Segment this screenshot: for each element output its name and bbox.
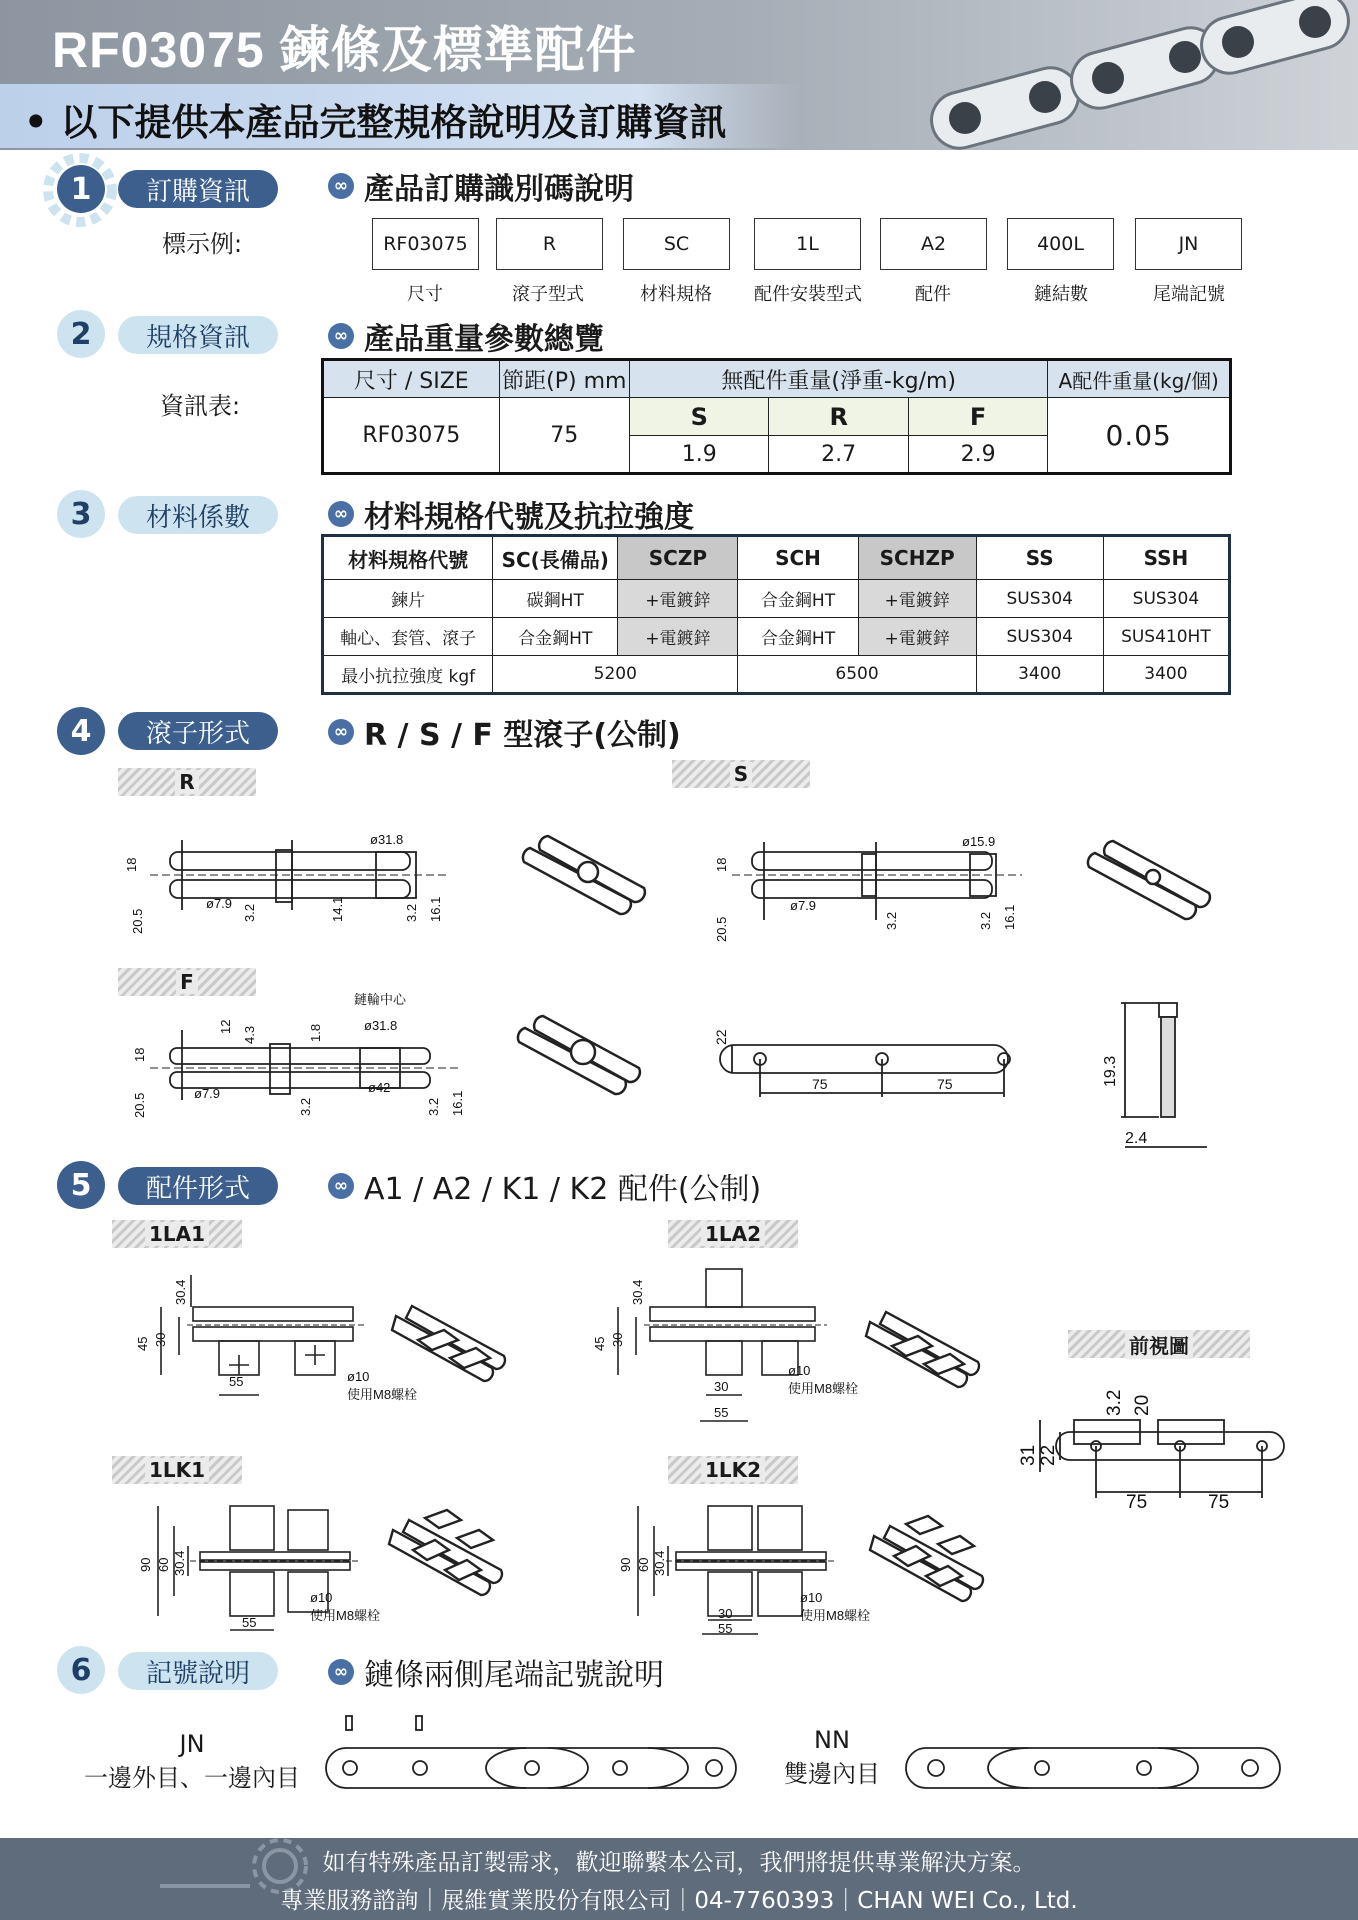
attachment-1la2-drawing	[582, 1255, 859, 1430]
attachment-1la1-isometric	[388, 1300, 513, 1395]
section-title-6	[328, 1650, 664, 1694]
material-header: SSH	[1103, 536, 1229, 580]
material-cell: SUS304	[976, 580, 1103, 618]
order-example-label: 標示例:	[162, 230, 243, 258]
dim-label: 鏈輪中心	[354, 992, 407, 1007]
code-box-end: JN	[1135, 218, 1242, 270]
dim-label: 3.2	[242, 903, 257, 922]
roller-f-isometric	[515, 1010, 650, 1100]
dim-label: ø7.9	[790, 898, 817, 913]
link-icon: ∞	[328, 719, 354, 745]
dim-label: 3.2	[404, 903, 419, 922]
dim-label: 31	[1018, 1444, 1039, 1466]
attachment-1lk1-drawing	[130, 1496, 390, 1636]
weight-attach: 0.05	[1048, 398, 1231, 474]
dim-label: 18	[714, 857, 729, 872]
dim-label: ø10	[347, 1369, 370, 1384]
attach-tag-1la2-text: 1LA2	[701, 1222, 765, 1246]
weight-sub-r: R	[769, 398, 908, 436]
dim-label: 55	[718, 1621, 733, 1636]
section-title-text: 材料規格代號及抗拉強度	[364, 500, 694, 535]
dim-label: 12	[218, 1019, 233, 1034]
front-view-tag	[1068, 1330, 1250, 1358]
material-header: SC(長備品)	[493, 536, 618, 580]
front-view-drawing	[1018, 1380, 1288, 1520]
dim-label: 3.2	[298, 1097, 313, 1116]
section-title-3	[328, 492, 694, 536]
link-icon: ∞	[328, 323, 354, 349]
material-cell: 軸心、套管、滾子	[323, 618, 493, 656]
page-title: RF03075 鍊條及標準配件	[52, 22, 637, 78]
mark-jn-code: JN	[179, 1730, 205, 1758]
attach-tag-1lk1-text: 1LK1	[145, 1458, 209, 1482]
attachment-1lk1-isometric	[385, 1506, 510, 1611]
material-header: 材料規格代號	[323, 536, 493, 580]
dim-label: 使用M8螺栓	[788, 1381, 859, 1396]
dim-label: 55	[229, 1374, 244, 1389]
dim-label: 30	[153, 1332, 168, 1347]
dim-label: 90	[618, 1557, 633, 1572]
code-box-links: 400L	[1007, 218, 1114, 270]
attachment-1la2-isometric	[862, 1306, 987, 1401]
footer-line-1: 如有特殊產品訂製需求，歡迎聯繫本公司，我們將提供專業解決方案。	[322, 1850, 1036, 1876]
dim-label: 30.4	[173, 1279, 188, 1305]
section-number-4: 4	[57, 707, 105, 755]
dim-label: 30	[714, 1379, 729, 1394]
dim-label: 75	[1126, 1492, 1148, 1513]
mark-nn	[752, 1723, 912, 1791]
material-cell: 合金鋼HT	[493, 618, 618, 656]
roller-r-drawing	[124, 830, 460, 940]
strength-value: 3400	[976, 656, 1103, 694]
attach-tag-1la2	[668, 1220, 798, 1248]
mark-jn-drawing	[328, 1712, 738, 1794]
material-cell: +電鍍鋅	[618, 618, 738, 656]
page-header	[0, 0, 1358, 150]
material-header: SCZP	[618, 536, 738, 580]
link-icon: ∞	[328, 173, 354, 199]
material-cell: SUS304	[1103, 580, 1229, 618]
weight-sub-f: F	[908, 398, 1047, 436]
dim-label: 19.3	[1102, 1055, 1119, 1087]
dim-label: 使用M8螺栓	[347, 1387, 418, 1402]
material-header: SCH	[738, 536, 858, 580]
weight-sub-s: S	[630, 398, 769, 436]
dim-label: 3.2	[978, 911, 993, 930]
weight-value-r: 2.7	[769, 436, 908, 474]
section-pill-3: 材料係數	[118, 496, 278, 534]
dim-label: 2.4	[1125, 1130, 1148, 1147]
material-header: SCHZP	[858, 536, 976, 580]
section-number-1: 1	[57, 165, 105, 213]
dim-label: 22	[713, 1029, 729, 1045]
attach-tag-1la1	[112, 1220, 242, 1248]
dim-label: 90	[138, 1557, 153, 1572]
material-cell: 合金鋼HT	[738, 580, 858, 618]
dim-label: 3.2	[884, 911, 899, 930]
section-title-text: A1 / A2 / K1 / K2 配件(公制)	[364, 1172, 762, 1207]
attach-tag-1lk1	[112, 1456, 242, 1484]
section-title-text: 產品訂購識別碼說明	[364, 172, 634, 207]
roller-r-isometric	[520, 830, 655, 920]
dim-label: 30	[718, 1606, 733, 1621]
dim-label: 30.4	[630, 1279, 645, 1305]
attach-tag-1la1-text: 1LA1	[145, 1222, 209, 1246]
attachment-1lk2-isometric	[866, 1512, 991, 1617]
code-box-size: RF03075	[372, 218, 479, 270]
section-number-5: 5	[57, 1161, 105, 1209]
strength-value: 5200	[493, 656, 738, 694]
material-cell: 鍊片	[323, 580, 493, 618]
code-caption-install: 配件安裝型式	[754, 284, 862, 305]
strength-value: 3400	[1103, 656, 1229, 694]
dim-label: 30.4	[652, 1550, 667, 1576]
section-title-text: 鏈條兩側尾端記號說明	[364, 1658, 664, 1693]
footer-line-2: 專業服務諮詢｜展維實業股份有限公司｜04-7760393｜CHAN WEI Co., Ltd.	[280, 1888, 1078, 1914]
section-number-2: 2	[57, 310, 105, 358]
chain-banner-image	[870, 0, 1358, 150]
code-box-roller: R	[496, 218, 603, 270]
mark-nn-code: NN	[814, 1726, 850, 1754]
code-caption-end: 尾端記號	[1153, 284, 1225, 305]
dim-label: 1.8	[308, 1023, 323, 1042]
dim-label: 60	[636, 1557, 651, 1572]
pin-drawing	[1085, 995, 1215, 1155]
dim-label: 55	[242, 1615, 257, 1630]
code-caption-links: 鏈結數	[1034, 284, 1088, 305]
code-caption-attachment: 配件	[915, 284, 951, 305]
front-view-tag-text: 前視圖	[1125, 1330, 1193, 1359]
section-title-4	[328, 710, 681, 754]
section-number-6: 6	[57, 1646, 105, 1694]
section-pill-4: 滾子形式	[118, 712, 278, 750]
dim-label: 75	[1208, 1492, 1230, 1513]
dim-label: 55	[714, 1405, 729, 1420]
dim-label: ø15.9	[962, 834, 996, 849]
code-caption-size: 尺寸	[407, 284, 443, 305]
dim-label: 16.1	[1002, 904, 1017, 930]
section-pill-1: 訂購資訊	[118, 170, 278, 208]
roller-tag-s	[672, 760, 810, 788]
dim-label: ø31.8	[370, 832, 404, 847]
weight-header-attach: A配件重量(kg/個)	[1048, 360, 1231, 398]
material-header: SS	[976, 536, 1103, 580]
dim-label: 16.1	[428, 896, 443, 922]
attachment-1lk2-drawing	[616, 1496, 871, 1636]
page-subtitle: • 以下提供本產品完整規格說明及訂購資訊	[24, 101, 727, 144]
material-cell: 合金鋼HT	[738, 618, 858, 656]
weight-value-f: 2.9	[908, 436, 1047, 474]
roller-tag-r	[118, 768, 256, 796]
section-title-1	[328, 164, 634, 208]
dim-label: 使用M8螺栓	[800, 1608, 871, 1623]
section-title-2	[328, 314, 604, 358]
section-pill-2: 規格資訊	[118, 316, 278, 354]
strength-value: 6500	[738, 656, 976, 694]
code-box-attachment: A2	[880, 218, 987, 270]
section-title-text: 產品重量參數總覽	[364, 322, 604, 357]
dim-label: ø10	[788, 1363, 811, 1378]
dim-label: 使用M8螺栓	[310, 1608, 381, 1623]
roller-tag-r-text: R	[175, 770, 198, 794]
code-box-material: SC	[623, 218, 730, 270]
weight-header-pitch: 節距(P) mm	[499, 360, 629, 398]
weight-header-weight: 無配件重量(淨重-kg/m)	[630, 360, 1048, 398]
dim-label: 30.4	[172, 1550, 187, 1576]
section-title-5	[328, 1164, 761, 1208]
dim-label: 45	[135, 1336, 150, 1351]
attach-tag-1lk2-text: 1LK2	[701, 1458, 765, 1482]
material-cell: 碳鋼HT	[493, 580, 618, 618]
dim-label: ø7.9	[194, 1086, 221, 1101]
page-footer	[0, 1838, 1358, 1920]
page-subtitle-bar	[0, 84, 800, 148]
dim-label: 14.1	[330, 896, 345, 922]
dim-label: 45	[592, 1336, 607, 1351]
material-table	[321, 534, 1231, 695]
roller-tag-f-text: F	[176, 970, 198, 994]
roller-f-drawing	[130, 990, 480, 1120]
section-pill-5: 配件形式	[118, 1167, 278, 1205]
weight-header-size: 尺寸 / SIZE	[323, 360, 500, 398]
material-cell: +電鍍鋅	[618, 580, 738, 618]
weight-table	[321, 358, 1232, 475]
dim-label: 20	[1132, 1394, 1153, 1416]
material-cell: +電鍍鋅	[858, 618, 976, 656]
material-cell: SUS304	[976, 618, 1103, 656]
dim-label: 22	[1038, 1444, 1059, 1466]
mark-nn-drawing	[908, 1740, 1278, 1796]
code-caption-roller: 滾子型式	[512, 284, 584, 305]
dim-label: 4.3	[242, 1025, 257, 1044]
weight-pitch: 75	[499, 398, 629, 474]
mark-jn	[72, 1727, 312, 1795]
attachment-1la1-drawing	[125, 1255, 418, 1415]
dim-label: ø42	[368, 1080, 391, 1095]
dim-label: 18	[124, 857, 139, 872]
code-box-install: 1L	[754, 218, 861, 270]
dim-label: 16.1	[450, 1090, 465, 1116]
material-cell: SUS410HT	[1103, 618, 1229, 656]
roller-s-drawing	[712, 830, 1032, 945]
section-number-3: 3	[57, 490, 105, 538]
dim-label: 20.5	[132, 1092, 147, 1118]
chain-side-view	[712, 1005, 1032, 1110]
link-icon: ∞	[328, 1173, 354, 1199]
mark-nn-desc: 雙邊內目	[784, 1760, 880, 1788]
dim-label: 3.2	[426, 1097, 441, 1116]
section-pill-6: 記號說明	[118, 1652, 278, 1690]
dim-label: 75	[937, 1076, 953, 1092]
roller-tag-s-text: S	[730, 762, 752, 786]
link-icon: ∞	[328, 1659, 354, 1685]
dim-label: ø10	[800, 1590, 823, 1605]
attach-tag-1lk2	[668, 1456, 798, 1484]
dim-label: 18	[132, 1047, 147, 1062]
dim-label: 20.5	[130, 908, 145, 934]
dim-label: 3.2	[1104, 1389, 1125, 1416]
dim-label: ø7.9	[206, 896, 233, 911]
code-caption-material: 材料規格	[640, 284, 712, 305]
dim-label: ø31.8	[364, 1018, 398, 1033]
info-table-label: 資訊表:	[160, 392, 241, 420]
dim-label: 60	[156, 1557, 171, 1572]
mark-jn-desc: 一邊外目、一邊內目	[84, 1764, 300, 1792]
dim-label: 75	[812, 1076, 828, 1092]
section-title-text: R / S / F 型滾子(公制)	[364, 718, 681, 753]
dim-label: 20.5	[714, 916, 729, 942]
dim-label: ø10	[310, 1590, 333, 1605]
dim-label: 30	[610, 1332, 625, 1347]
material-cell: +電鍍鋅	[858, 580, 976, 618]
strength-label: 最小抗拉強度 kgf	[323, 656, 493, 694]
weight-size: RF03075	[323, 398, 500, 474]
weight-value-s: 1.9	[630, 436, 769, 474]
link-icon: ∞	[328, 501, 354, 527]
roller-s-isometric	[1085, 835, 1220, 925]
